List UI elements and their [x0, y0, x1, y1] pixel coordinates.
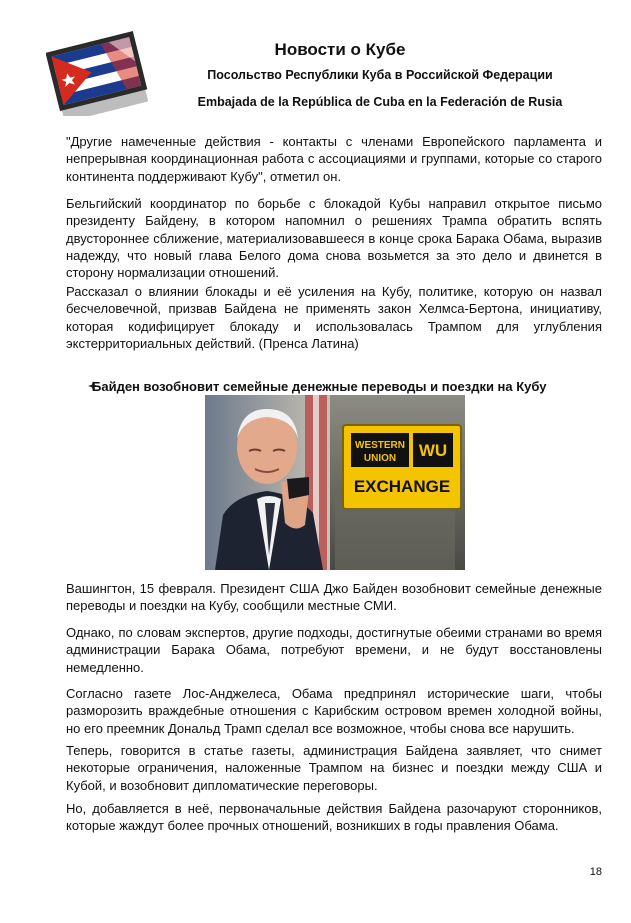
embassy-name-ru: Посольство Республики Куба в Российской Федерации [207, 68, 553, 82]
paragraph: Бельгийский координатор по борьбе с блокадой Кубы направил открытое письмо президенту Байдену, в котором напомнил о решениях Трампа обратить вспять двустороннее сближение, материализовавшееся в конце срока Барака Обама, выразив надежду, что новый глава Белого дома снова возьмется за это дело и двинется в сторону нормализации отношений. [66, 196, 602, 281]
newsletter-title: Новости о Кубе [274, 40, 406, 59]
embassy-name-es: Embajada de la República de Cuba en la Federación de Rusia [197, 95, 563, 109]
paragraph: Рассказал о влиянии блокады и её усиления на Кубу, политике, которую он назвал бесчеловечной, призвав Байдена не применять закон Хелмса-Бертона, инициативу, которая кодифицирует блокаду и использовалась Трампом для углубления экстерриториальных действий. (Пренса Латина) [66, 284, 602, 351]
sign-text-union: UNION [363, 453, 397, 464]
article-heading: Байден возобновит семейные денежные переводы и поездки на Кубу [92, 379, 547, 394]
paragraph: Однако, по словам экспертов, другие подходы, достигнутые обеими странами во время администрации Барака Обама, потребуют времени, и не будут восстановлены немедленно. [66, 625, 602, 675]
paragraph: "Другие намеченные действия - контакты с членами Европейского парламента и непрерывная координационная работа с ассоциациями и группами, которые со старого континента поддерживают Кубу", отметил он. [66, 134, 602, 184]
cuba-russia-flag-logo [46, 30, 156, 116]
paragraph: Но, добавляется в неё, первоначальные действия Байдена разочаруют сторонников, которые жаждут более прочных отношений, возникших в годы правления Обама. [66, 801, 602, 834]
page-number: 18 [589, 866, 602, 878]
paragraph: Теперь, говорится в статье газеты, администрация Байдена заявляет, что снимет некоторые ограничения, наложенные Трампом на бизнес и поездки между США и Кубой, и возобновит дипломатические переговоры. [66, 743, 602, 793]
article-photo [205, 395, 465, 570]
sign-logo-wu: WU [418, 441, 448, 460]
paragraph: Согласно газете Лос-Анджелеса, Обама предпринял исторические шаги, чтобы разморозить враждебные отношения с Карибским островом времен холодной войны, но его преемник Дональд Трамп сделал все возможное, чтобы снова все нарушить. [66, 686, 602, 736]
sign-text-western: WESTERN [355, 440, 405, 451]
sign-text-exchange: EXCHANGE [353, 477, 451, 496]
paragraph: Вашингтон, 15 февраля. Президент США Джо Байден возобновит семейные денежные переводы и поездки на Кубу, сообщили местные СМИ. [66, 581, 602, 614]
